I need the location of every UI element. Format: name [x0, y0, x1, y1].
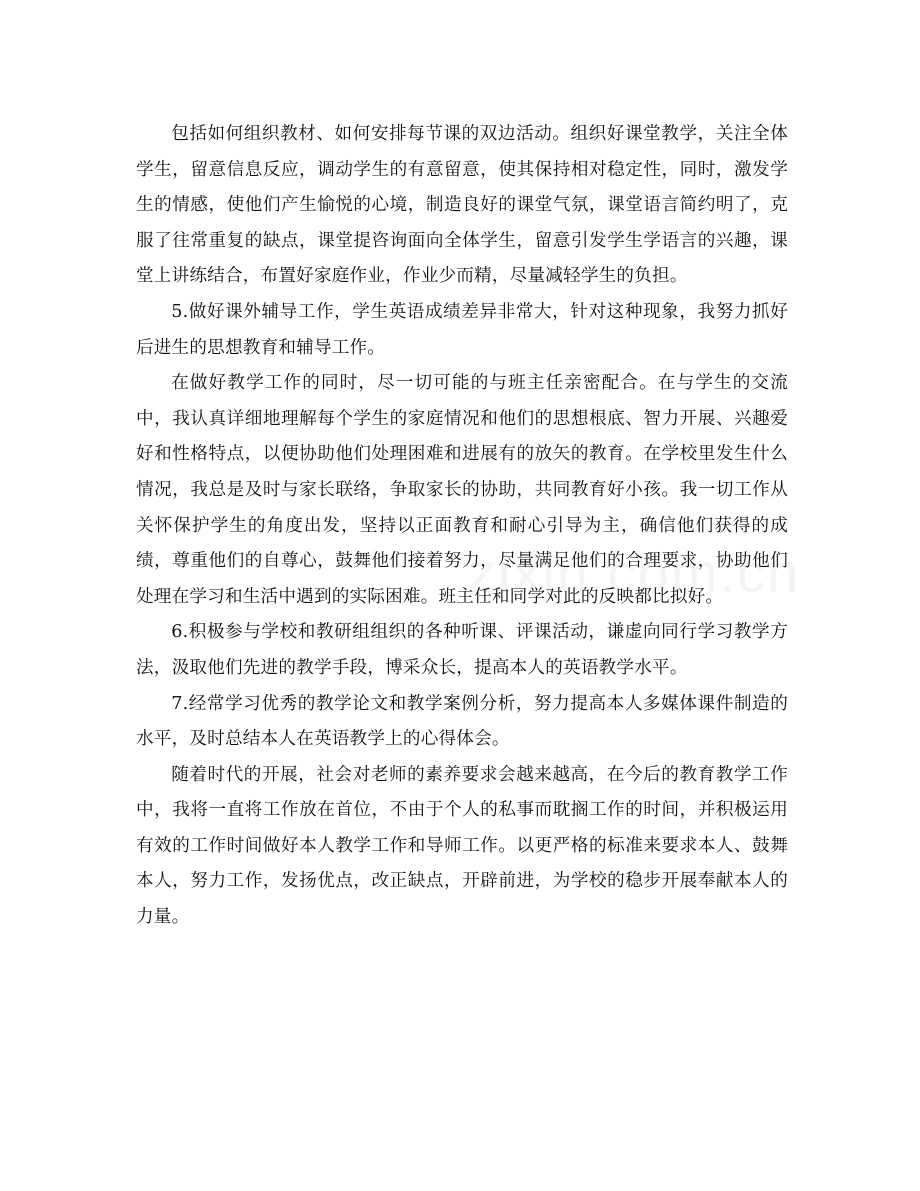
- paragraph-teaching-organization: 包括如何组织教材、如何安排每节课的双边活动。组织好课堂教学，关注全体学生，留意信息反应，调动学生的有意留意，使其保持相对稳定性，同时，激发学生的情感，使他们产生愉悦的心境，制造良好的课堂气氛，课堂语言简约明了，克服了往常重复的缺点，课堂提咨询面向全体学生，留意引发学生学语言的兴趣，课堂上讲练结合，布置好家庭作业，作业少而精，尽量减轻学生的负担。: [136, 124, 788, 287]
- paragraph-class-teacher-cooperation: 在做好教学工作的同时，尽一切可能的与班主任亲密配合。在与学生的交流中，我认真详细地理解每个学生的家庭情况和他们的思想根底、智力开展、兴趣爱好和性格特点，以便协助他们处理困难和进展有的放矢的教育。在学校里发生什么情况，我总是及时与家长联络，争取家长的协助，共同教育好小孩。我一切工作从关怀保护学生的角度出发，坚持以正面教育和耐心引导为主，确信他们获得的成绩，尊重他们的自尊心，鼓舞他们接着努力，尽量满足他们的合理要求，协助他们处理在学习和生活中遇到的实际困难。班主任和同学对此的反映都比拟好。: [136, 373, 788, 607]
- paragraph-item-7-study: 7.经常学习优秀的教学论文和教学案例分析，努力提高本人多媒体课件制造的水平，及时总结本人在英语教学上的心得体会。: [136, 693, 788, 750]
- paragraph-item-5-tutoring: 5.做好课外辅导工作，学生英语成绩差异非常大，针对这种现象，我努力抓好后进生的思想教育和辅导工作。: [136, 301, 788, 358]
- paragraph-item-6-observation: 6.积极参与学校和教研组组织的各种听课、评课活动，谦虚向同行学习教学方法，汲取他们先进的教学手段，博采众长，提高本人的英语教学水平。: [136, 622, 788, 678]
- paragraph-conclusion: 随着时代的开展，社会对老师的素养要求会越来越高，在今后的教育教学工作中，我将一直将工作放在首位，不由于个人的私事而耽搁工作的时间，并积极运用有效的工作时间做好本人教学工作和导师工作。以更严格的标准来要求本人、鼓舞本人，努力工作，发扬优点，改正缺点，开辟前进，为学校的稳步开展奉献本人的力量。: [136, 764, 788, 928]
- document-body: [136, 117, 788, 936]
